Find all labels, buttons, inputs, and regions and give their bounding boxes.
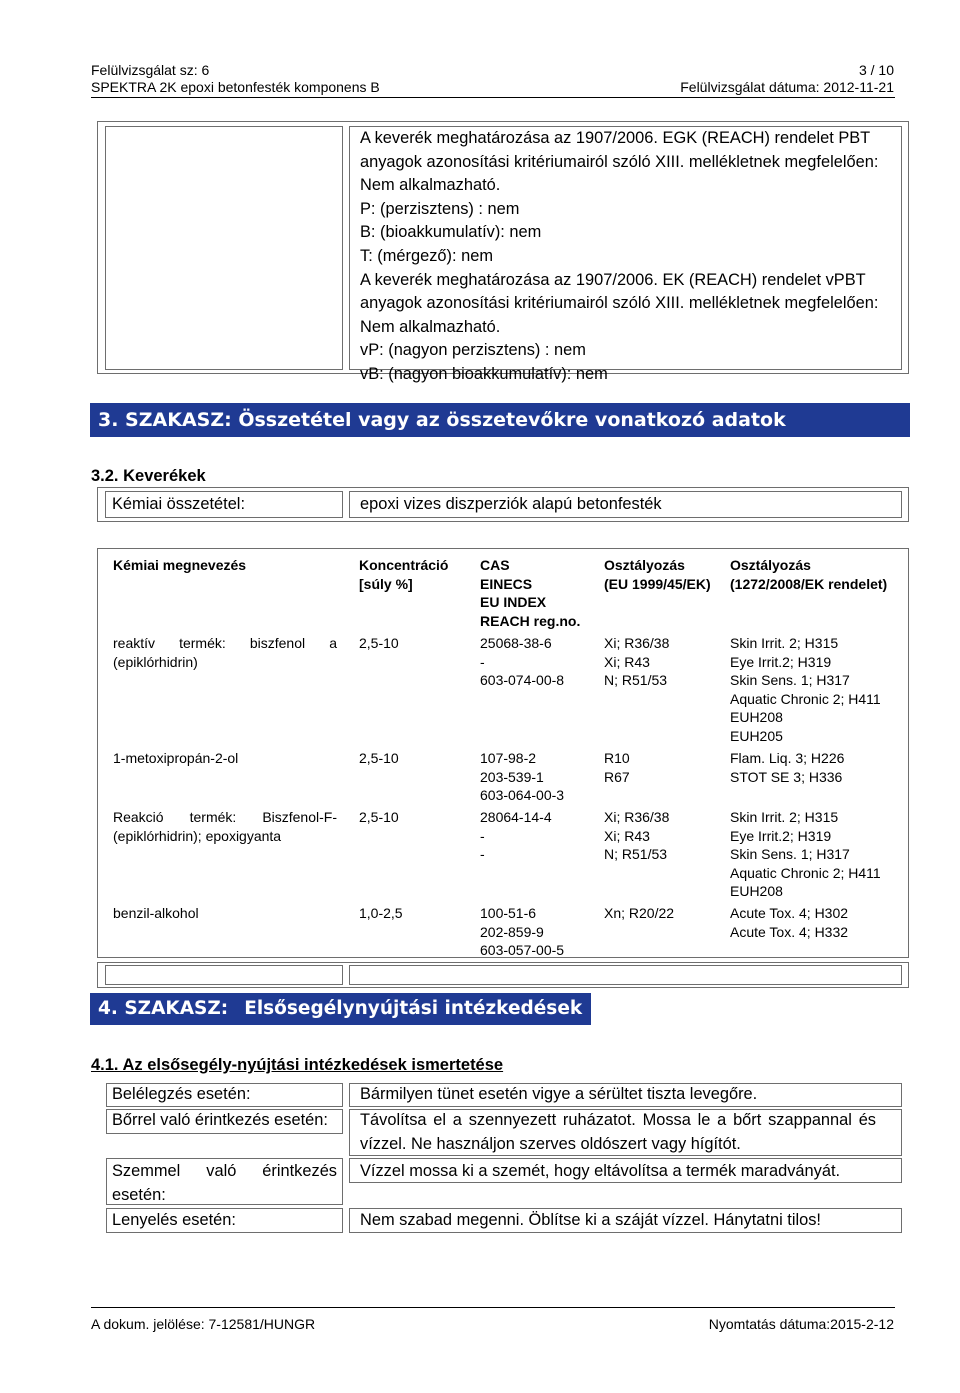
pbt-line: P: (perzisztens) : nem (360, 199, 520, 218)
classification-line: STOT SE 3; H336 (730, 768, 843, 785)
identifier-line: 100-51-6 (480, 905, 537, 921)
header-line: EU INDEX (480, 594, 547, 610)
identifier-line: 603-074-00-8 (480, 672, 565, 688)
classification-line: Aquatic Chronic 2; H411 (730, 690, 881, 707)
header-line: Koncentráció (359, 557, 449, 573)
identifier-cell (480, 634, 564, 690)
header-rule (91, 97, 895, 98)
section-3-heading: 3. SZAKASZ: Összetétel vagy az összetevőkre vonatkozó adatok (90, 403, 910, 437)
classification-line: R67 (604, 768, 630, 785)
section-4-heading (90, 993, 591, 1025)
classification-line: Acute Tox. 4; H332 (730, 923, 849, 940)
classification-line: Eye Irrit.2; H319 (730, 827, 832, 844)
inhalation-label: Belélegzés esetén: (112, 1085, 251, 1103)
classification-line: Skin Sens. 1; H317 (730, 846, 850, 862)
section-4-1-title (91, 1056, 503, 1075)
pbt-line: anyagok azonosítási kritériumairól szóló XIII. mellékletnek megfelelően: (360, 294, 879, 313)
identifier-line: 202-859-9 (480, 923, 544, 940)
value-word: Mossa (642, 1111, 691, 1129)
concentration-cell: 2,5-10 (359, 809, 399, 825)
substance-name-line (113, 634, 337, 653)
revision-number: Felülvizsgálat sz: 6 (91, 62, 210, 78)
eye-contact-value: Vízzel mossa ki a szemét, hogy eltávolítsa a termék maradványát. (360, 1162, 841, 1180)
classification-clp-cell (730, 904, 848, 941)
concentration-cell: 2,5-10 (359, 635, 399, 651)
chem-composition-label: Kémiai összetétel: (112, 495, 246, 513)
identifier-line: - (480, 827, 485, 844)
pbt-line: T: (mérgező): nem (360, 246, 493, 265)
table-row: 1-metoxipropán-2-ol (113, 750, 239, 766)
label-word: érintkezés (262, 1162, 337, 1180)
classification-line: EUH208 (730, 883, 783, 899)
classification-line: Skin Irrit. 2; H315 (730, 635, 839, 651)
classification-dsd-cell: Xn; R20/22 (604, 905, 675, 921)
pbt-line: anyagok azonosítási kritériumairól szóló XIII. mellékletnek megfelelően: (360, 152, 879, 171)
classification-line: EUH208 (730, 709, 783, 725)
table-row (113, 634, 337, 671)
skin-contact-value (360, 1109, 876, 1156)
classification-clp-cell (730, 749, 844, 786)
value-word: el (433, 1111, 447, 1129)
classification-line: Xi; R36/38 (604, 809, 670, 825)
concentration-cell: 2,5-10 (359, 750, 399, 766)
value-word: bőrt (733, 1111, 762, 1129)
ingestion-value: Nem szabad megenni. Öblítse ki a száját vízzel. Hánytatni tilos! (360, 1211, 821, 1229)
classification-dsd-cell (604, 749, 630, 786)
name-word: termék: (189, 809, 237, 825)
skin-contact-label: Bőrrel való érintkezés esetén: (112, 1111, 328, 1129)
chem-composition-value: epoxi vizes diszperziók alapú betonfesték (360, 495, 662, 513)
pbt-line: A keverék meghatározása az 1907/2006. EK (REACH) rendelet vPBT (360, 270, 866, 289)
section-3-2-title: 3.2. Keverékek (91, 467, 206, 485)
value-word: a (452, 1111, 462, 1129)
document-id: A dokum. jelölése: 7-12581/HUNGR (91, 1316, 316, 1332)
identifier-line: 28064-14-4 (480, 809, 552, 825)
table-row (113, 808, 337, 845)
value-word: szennyezett (468, 1111, 557, 1129)
pbt-line: A keverék meghatározása az 1907/2006. EGK (REACH) rendelet PBT (360, 129, 871, 147)
pbt-label-cell (105, 126, 343, 370)
header-line: EINECS (480, 575, 533, 592)
name-word: reaktív (113, 635, 156, 651)
classification-dsd-cell (604, 808, 669, 864)
classification-line: Xi; R43 (604, 827, 650, 844)
page-number: 3 / 10 (858, 62, 894, 78)
classification-clp-cell (730, 634, 881, 745)
value-word: Távolítsa (360, 1111, 427, 1129)
eye-contact-label (112, 1160, 337, 1207)
classification-line: Xi; R36/38 (604, 635, 670, 651)
substance-name-line: (epiklórhidrin) (113, 653, 198, 670)
table-row: benzil-alkohol (113, 905, 199, 921)
header-line: [súly %] (359, 575, 413, 592)
header-line: (EU 1999/45/EK) (604, 575, 711, 592)
classification-line: N; R51/53 (604, 846, 668, 862)
name-word: Biszfenol-F- (262, 809, 337, 825)
product-name: SPEKTRA 2K epoxi betonfesték komponens B (91, 79, 380, 95)
classification-line: Xi; R43 (604, 653, 650, 670)
substance-name-line: (epiklórhidrin); epoxigyanta (113, 827, 282, 844)
classification-line: R10 (604, 750, 630, 766)
identifier-line: 203-539-1 (480, 768, 544, 785)
section-4-1-text: 4.1. Az elsősegély-nyújtási intézkedések ismertetése (91, 1056, 504, 1074)
identifier-cell (480, 904, 564, 960)
revision-date: Felülvizsgálat dátuma: 2012-11-21 (680, 79, 894, 95)
pbt-line: Nem alkalmazható. (360, 317, 501, 336)
value-word: le (697, 1111, 711, 1129)
header-line: Osztályozás (730, 557, 811, 573)
pbt-line: vP: (nagyon perzisztens) : nem (360, 341, 586, 360)
classification-clp-cell (730, 808, 881, 901)
section-4-title: Elsősegélynyújtási intézkedések (244, 998, 583, 1019)
value-word: a (717, 1111, 727, 1129)
classification-line: Flam. Liq. 3; H226 (730, 750, 845, 766)
ingestion-label: Lenyelés esetén: (112, 1211, 236, 1229)
value-word: ruházatot. (562, 1111, 636, 1129)
header-classification-dsd (604, 556, 711, 593)
header-chemical-name: Kémiai megnevezés (113, 557, 247, 573)
name-word: a (329, 635, 337, 651)
classification-line: EUH205 (730, 727, 783, 744)
pbt-assessment-text (360, 127, 880, 387)
header-identifiers (480, 556, 580, 630)
classification-dsd-cell (604, 634, 669, 690)
identifier-line: 107-98-2 (480, 750, 537, 766)
concentration-cell: 1,0-2,5 (359, 905, 403, 921)
empty-cell (105, 965, 343, 985)
empty-cell (349, 965, 902, 985)
classification-line: Skin Sens. 1; H317 (730, 672, 850, 688)
identifier-line: 25068-38-6 (480, 635, 552, 651)
identifier-line: - (480, 653, 485, 670)
header-line: Osztályozás (604, 557, 685, 573)
header-classification-clp (730, 556, 887, 593)
classification-line: Aquatic Chronic 2; H411 (730, 864, 881, 881)
identifier-line: - (480, 846, 485, 862)
footer-rule (91, 1307, 895, 1308)
name-word: termék: (179, 635, 226, 651)
name-word: biszfenol (249, 635, 306, 651)
label-word: Szemmel (112, 1162, 181, 1180)
classification-line: N; R51/53 (604, 672, 668, 688)
value-line (360, 1109, 876, 1133)
name-word: Reakció (113, 809, 164, 825)
section-4-number: 4. SZAKASZ: (98, 998, 229, 1019)
label-line: esetén: (112, 1185, 166, 1204)
substance-name-line (113, 808, 337, 827)
header-line: (1272/2008/EK rendelet) (730, 575, 888, 592)
header-line: CAS (480, 557, 510, 573)
value-word: szappannal (768, 1111, 852, 1129)
identifier-cell (480, 749, 564, 805)
value-word: és (858, 1111, 876, 1129)
header-concentration (359, 556, 448, 593)
header-line: REACH reg.no. (480, 612, 581, 629)
value-line: vízzel. Ne használjon szerves oldószert vagy hígítót. (360, 1134, 741, 1153)
classification-line: Eye Irrit.2; H319 (730, 653, 832, 670)
identifier-line: 603-064-00-3 (480, 787, 565, 803)
print-date: Nyomtatás dátuma:2015-2-12 (708, 1316, 894, 1332)
classification-line: Skin Irrit. 2; H315 (730, 809, 839, 825)
identifier-cell (480, 808, 552, 864)
inhalation-value: Bármilyen tünet esetén vigye a sérültet tiszta levegőre. (360, 1085, 758, 1103)
label-word: való (206, 1162, 237, 1180)
pbt-line: vB: (nagyon bioakkumulatív): nem (360, 364, 608, 383)
classification-line: Acute Tox. 4; H302 (730, 905, 849, 921)
pbt-line: Nem alkalmazható. (360, 176, 501, 195)
label-line (112, 1160, 337, 1184)
identifier-line: 603-057-00-5 (480, 942, 565, 958)
pbt-line: B: (bioakkumulatív): nem (360, 223, 542, 242)
